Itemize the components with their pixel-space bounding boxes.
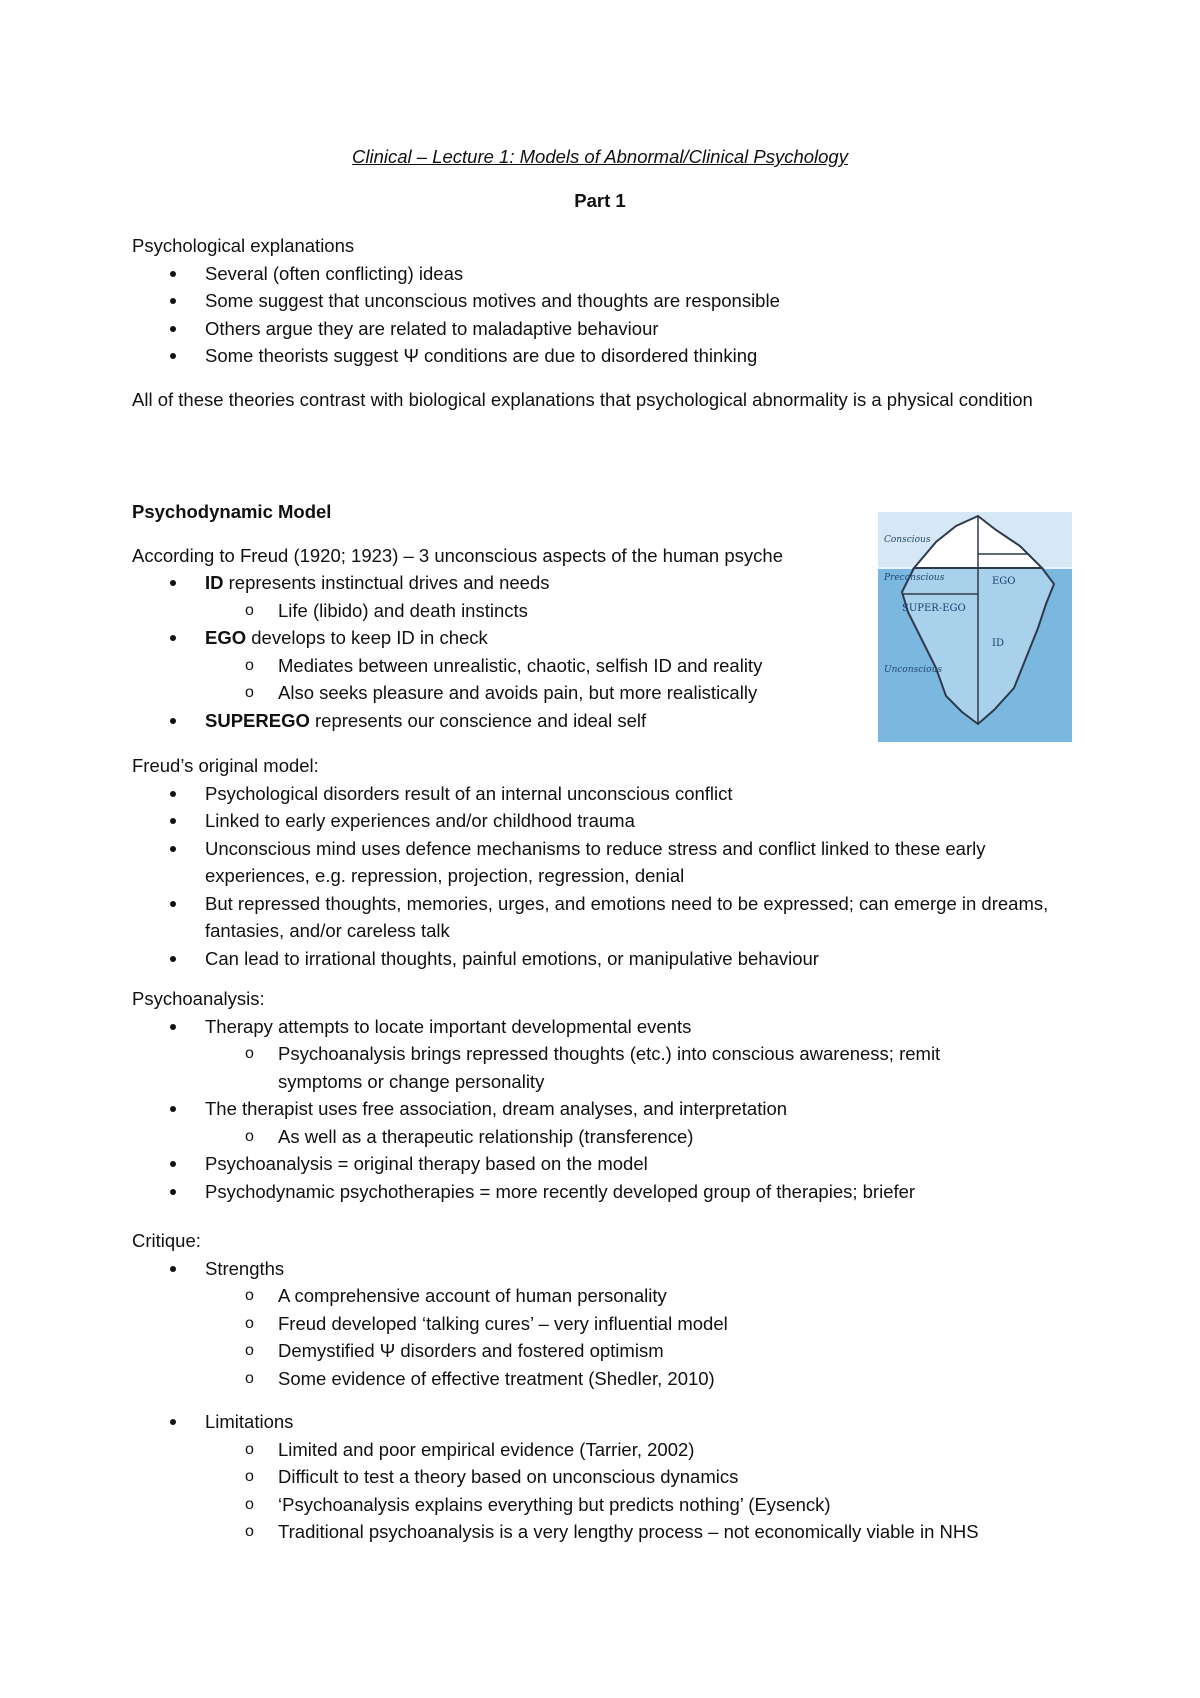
section-heading: Psychodynamic Model: [132, 501, 332, 522]
list-item: Unconscious mind uses defence mechanisms to reduce stress and conflict linked to these early experiences, e.g. repression, projection, regression, denial: [132, 835, 1072, 890]
bullet-list: [132, 1013, 1072, 1206]
list-item: Several (often conflicting) ideas: [132, 260, 1072, 288]
bullet-list: [132, 260, 1072, 370]
list-item: Therapy attempts to locate important developmental events: [132, 1013, 1072, 1041]
section-heading: Psychological explanations: [132, 235, 355, 256]
section-heading: Psychoanalysis:: [132, 988, 265, 1009]
list-item: Strengths: [132, 1255, 1072, 1283]
list-item: Linked to early experiences and/or childhood trauma: [132, 807, 1072, 835]
sub-list-item: o Some evidence of effective treatment (Shedler, 2010): [132, 1365, 1072, 1393]
list-item: Psychodynamic psychotherapies = more recently developed group of therapies; briefer: [132, 1178, 1072, 1206]
bullet-list: [132, 569, 872, 734]
item-text: represents our conscience and ideal self: [309, 709, 647, 731]
conscious-label: Conscious: [884, 535, 931, 545]
sub-list-item: o Limited and poor empirical evidence (Tarrier, 2002): [132, 1436, 1072, 1464]
sub-list-item: o Psychoanalysis brings repressed thoughts (etc.) into conscious awareness; remit symptoms or change personality: [132, 1040, 1072, 1095]
sub-list-item: o A comprehensive account of human personality: [132, 1282, 1072, 1310]
list-item: Psychoanalysis = original therapy based on the model: [132, 1150, 1072, 1178]
sub-list-item: o Also seeks pleasure and avoids pain, but more realistically: [132, 679, 872, 707]
sub-list-item: o ‘Psychoanalysis explains everything but predicts nothing’ (Eysenck): [132, 1491, 1072, 1519]
sub-list-item: o Mediates between unrealistic, chaotic, selfish ID and reality: [132, 652, 872, 680]
list-item: Psychological disorders result of an internal unconscious conflict: [132, 780, 1072, 808]
id-label: ID: [992, 638, 1004, 649]
sub-list-item: o Traditional psychoanalysis is a very lengthy process – not economically viable in NHS: [132, 1518, 1072, 1546]
superego-label: SUPER-EGO: [902, 603, 966, 614]
list-item: Others argue they are related to maladaptive behaviour: [132, 315, 1072, 343]
sub-list-item: o Demystified Ψ disorders and fostered optimism: [132, 1337, 1072, 1365]
preconscious-label: Preconscious: [884, 573, 945, 583]
list-item: [132, 624, 872, 652]
paragraph: According to Freud (1920; 1923) – 3 unconscious aspects of the human psyche: [132, 544, 783, 566]
sub-list-item: o Freud developed ‘talking cures’ – very influential model: [132, 1310, 1072, 1338]
document-title: Clinical – Lecture 1: Models of Abnormal/Clinical Psychology: [352, 146, 848, 167]
unconscious-label: Unconscious: [884, 665, 943, 675]
critique-section: [132, 1227, 1072, 1546]
list-item: But repressed thoughts, memories, urges, and emotions need to be expressed; can emerge in dreams, fantasies, and/or careless talk: [132, 890, 1072, 945]
freud-original-section: [132, 752, 1072, 972]
psych-explanations-section: [132, 232, 1072, 413]
psychoanalysis-section: [132, 985, 1072, 1205]
list-item: Some suggest that unconscious motives and thoughts are responsible: [132, 287, 1072, 315]
list-item: [132, 707, 872, 735]
list-item: Can lead to irrational thoughts, painful emotions, or manipulative behaviour: [132, 945, 1072, 973]
sub-list-item: o Life (libido) and death instincts: [132, 597, 872, 625]
sub-list-item: o As well as a therapeutic relationship (transference): [132, 1123, 1072, 1151]
list-item: Some theorists suggest Ψ conditions are due to disordered thinking: [132, 342, 1072, 370]
list-item: Limitations: [132, 1408, 1072, 1436]
part-heading: Part 1: [574, 190, 626, 211]
ego-label: EGO: [992, 576, 1016, 587]
term: ID: [205, 572, 224, 593]
section-heading: Freud’s original model:: [132, 755, 319, 776]
paragraph: All of these theories contrast with biological explanations that psychological abnormality is a physical condition: [132, 388, 1033, 410]
section-heading: Critique:: [132, 1230, 201, 1251]
bullet-list: [132, 1255, 1072, 1393]
bullet-list: [132, 1408, 1072, 1546]
term: EGO: [205, 627, 247, 648]
sub-list-item: o Difficult to test a theory based on unconscious dynamics: [132, 1463, 1072, 1491]
list-item: The therapist uses free association, dream analyses, and interpretation: [132, 1095, 1072, 1123]
psychodynamic-section: [132, 498, 872, 734]
iceberg-illustration: [878, 512, 1072, 742]
item-text: represents instinctual drives and needs: [223, 572, 550, 593]
item-text: develops to keep ID in check: [246, 627, 488, 648]
term: SUPEREGO: [205, 709, 310, 731]
list-item: [132, 569, 872, 597]
bullet-list: [132, 780, 1072, 973]
